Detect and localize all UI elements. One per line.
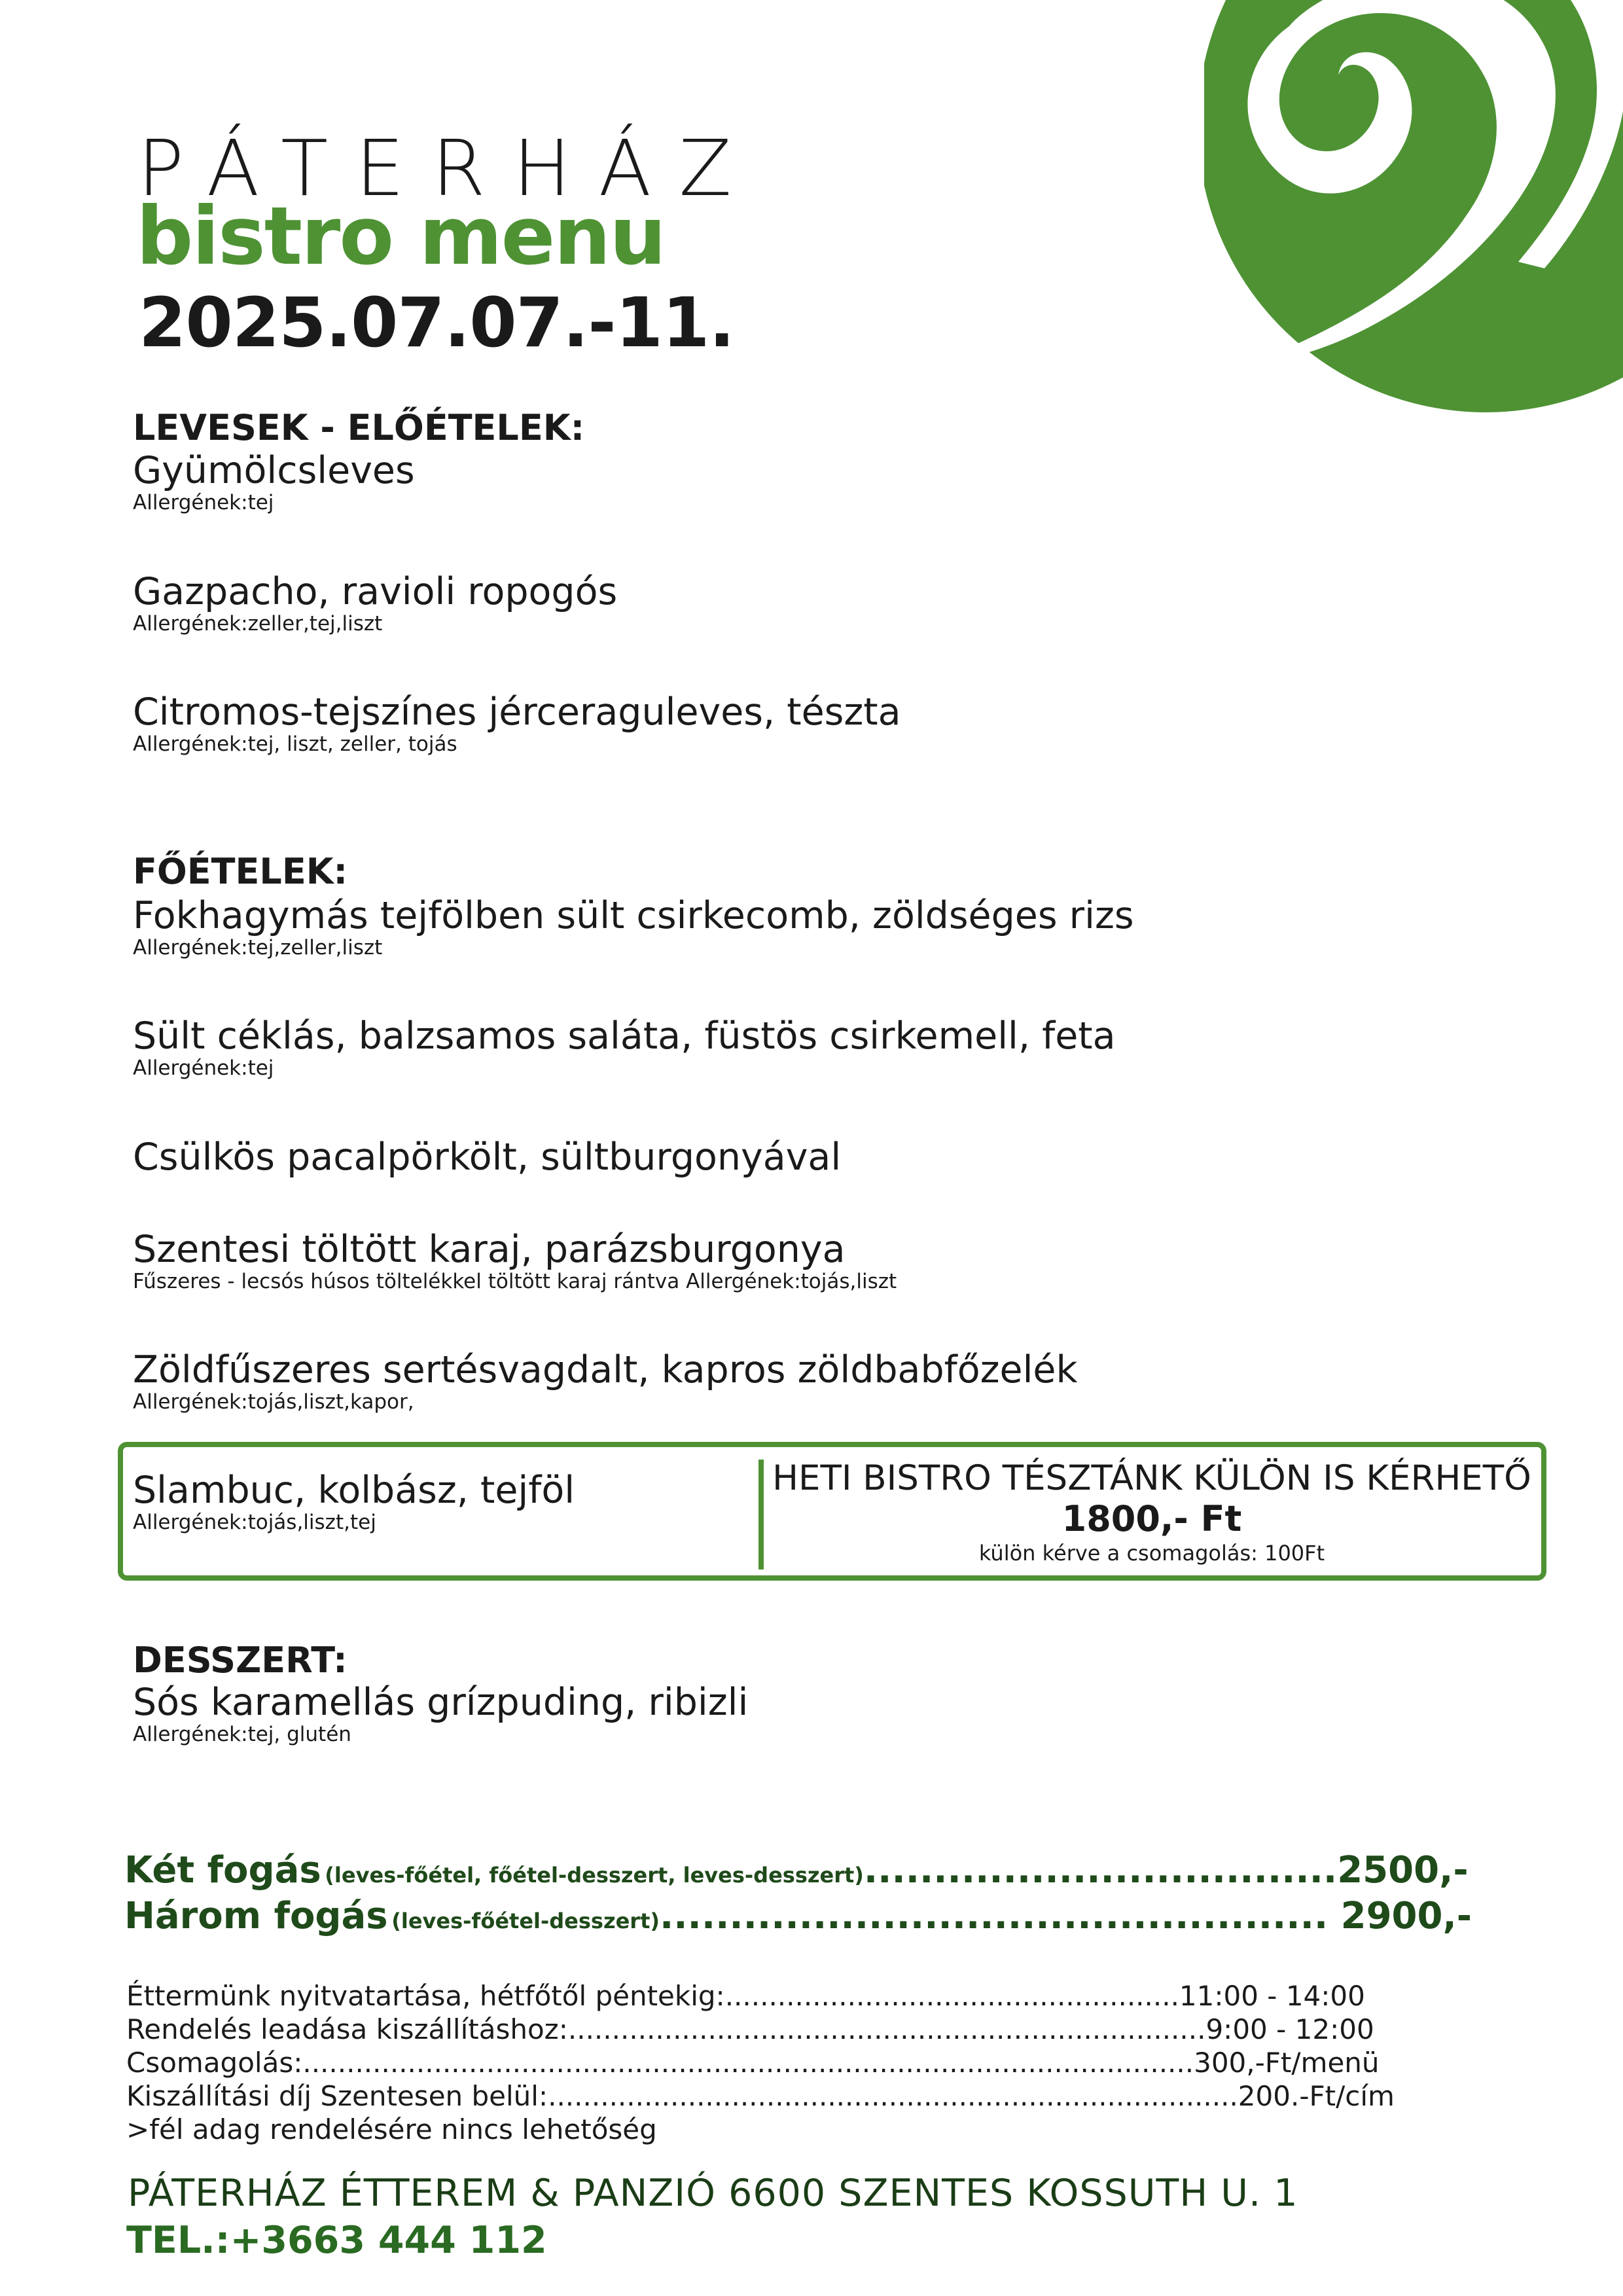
menu-item bbox=[133, 1469, 575, 1534]
allergen-note: Allergének:tej, liszt, zeller, tojás bbox=[133, 732, 457, 756]
menu-item-name: Fokhagymás tejfölben sült csirkecomb, zöldséges rizs bbox=[133, 894, 1134, 937]
allergen-note: Allergének:tojás,liszt,kapor, bbox=[133, 1390, 414, 1414]
paterhaz-monogram-logo bbox=[1204, 0, 1623, 419]
menu-item bbox=[133, 894, 1134, 960]
price-label: Három fogás bbox=[124, 1895, 388, 1937]
allergen-note: Allergének:tej,zeller,liszt bbox=[133, 936, 383, 960]
allergen-note: Allergének:tej, glutén bbox=[133, 1723, 351, 1746]
price-two-courses bbox=[124, 1849, 1469, 1892]
menu-item-name: Gazpacho, ravioli ropogós bbox=[133, 570, 618, 613]
price-three-courses bbox=[124, 1895, 1472, 1937]
section-heading-dessert: DESSZERT: bbox=[133, 1640, 348, 1681]
price-detail: (leves-főétel, főétel-desszert, leves-desszert) bbox=[325, 1863, 864, 1888]
item-description: Fűszeres - lecsós húsos töltelékkel töltött karaj rántva Allergének:tojás,liszt bbox=[133, 1270, 897, 1293]
pasta-box-divider bbox=[758, 1460, 764, 1570]
menu-item-name: Gyümölcsleves bbox=[133, 449, 415, 492]
info-opening-hours: Éttermünk nyitvatartása, hétfőtől péntekig:....................................................11:00 - 14:00 bbox=[126, 1980, 1365, 2012]
menu-item-name: Szentesi töltött karaj, parázsburgonya bbox=[133, 1228, 846, 1271]
menu-item-name: Citromos-tejszínes jérceraguleves, tészta bbox=[133, 691, 901, 734]
price-dots: ................................................ bbox=[660, 1895, 1329, 1937]
menu-item bbox=[133, 1136, 841, 1179]
allergen-note: Allergének:tojás,liszt,tej bbox=[133, 1511, 376, 1534]
menu-item bbox=[133, 1228, 897, 1293]
price-dots: .................................. bbox=[863, 1849, 1338, 1892]
allergen-note: Allergének:zeller,tej,liszt bbox=[133, 612, 383, 636]
footer-address: PÁTERHÁZ ÉTTEREM & PANZIÓ 6600 SZENTES KOSSUTH U. 1 bbox=[128, 2172, 1298, 2215]
footer-phone: TEL.:+3663 444 112 bbox=[126, 2219, 547, 2262]
price-value: 2500,- bbox=[1337, 1849, 1469, 1892]
menu-item-name: Sült céklás, balzsamos saláta, füstös csirkemell, feta bbox=[133, 1014, 1116, 1058]
brand-name: PÁTERHÁZ bbox=[137, 123, 760, 213]
menu-item bbox=[133, 449, 415, 514]
menu-item-name: Sós karamellás grízpuding, ribizli bbox=[133, 1681, 749, 1724]
pasta-offer-price: 1800,- Ft bbox=[1061, 1498, 1242, 1539]
menu-item bbox=[133, 691, 901, 756]
allergen-note: Allergének:tej bbox=[133, 1056, 274, 1080]
menu-item bbox=[133, 1348, 1078, 1414]
brand-subtitle: bistro menu bbox=[136, 190, 666, 283]
info-delivery-fee: Kiszállítási díj Szentesen belül:...............................................................................200.-Ft/cím bbox=[126, 2080, 1395, 2112]
allergen-note: Allergének:tej bbox=[133, 491, 274, 514]
menu-item-name: Zöldfűszeres sertésvagdalt, kapros zöldbabfőzelék bbox=[133, 1348, 1078, 1391]
pasta-offer-title: HETI BISTRO TÉSZTÁNK KÜLÖN IS KÉRHETŐ bbox=[772, 1458, 1531, 1498]
price-value: 2900,- bbox=[1328, 1895, 1472, 1937]
pasta-offer bbox=[766, 1458, 1538, 1566]
menu-item bbox=[133, 570, 617, 636]
price-label: Két fogás bbox=[124, 1849, 321, 1892]
info-order-hours: Rendelés leadása kiszállításhoz:.........................................................................9:00 - 12:00 bbox=[126, 2013, 1374, 2045]
menu-date: 2025.07.07.-11. bbox=[139, 283, 734, 363]
info-half-portion: >fél adag rendelésére nincs lehetőség bbox=[126, 2113, 657, 2145]
price-detail: (leves-főétel-desszert) bbox=[391, 1909, 660, 1933]
section-heading-mains: FŐÉTELEK: bbox=[133, 851, 348, 892]
section-heading-soups: LEVESEK - ELŐÉTELEK: bbox=[133, 407, 585, 448]
menu-item bbox=[133, 1014, 1116, 1080]
menu-item-name: Slambuc, kolbász, tejföl bbox=[133, 1469, 575, 1512]
info-packaging: Csomagolás:......................................................................................................300,-Ft/menü bbox=[126, 2047, 1380, 2079]
pasta-offer-note: külön kérve a csomagolás: 100Ft bbox=[978, 1541, 1325, 1566]
menu-item bbox=[133, 1681, 748, 1746]
menu-item-name: Csülkös pacalpörkölt, sültburgonyával bbox=[133, 1136, 842, 1179]
